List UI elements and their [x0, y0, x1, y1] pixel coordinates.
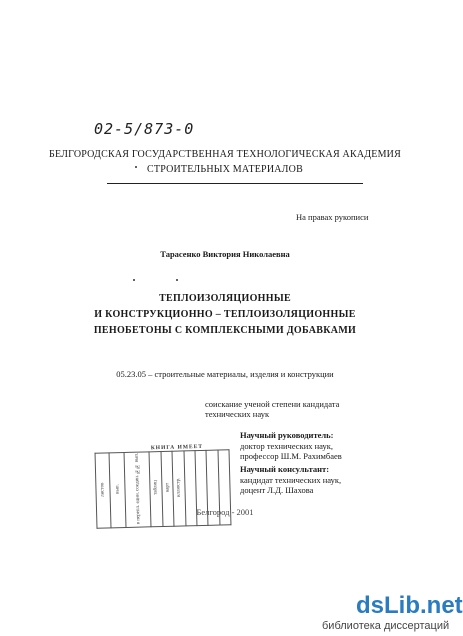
- manuscript-note: На правах рукописи: [296, 212, 369, 222]
- institution-line-1: БЕЛГОРОДСКАЯ ГОСУДАРСТВЕННАЯ ТЕХНОЛОГИЧЕСКАЯ АКАДЕМИЯ: [49, 149, 401, 160]
- stamp-col-6: иллюстр.: [176, 477, 182, 498]
- title-line-1: ТЕПЛОИЗОЛЯЦИОННЫЕ: [159, 293, 291, 304]
- header-divider: [107, 183, 363, 184]
- specialty: 05.23.05 – строительные материалы, изделия и конструкции: [116, 369, 334, 379]
- scan-speck: [135, 166, 137, 168]
- watermark-brand: dsLib.net: [356, 592, 463, 619]
- supervisor-heading: Научный руководитель:: [240, 430, 334, 440]
- city-year: Белгород - 2001: [196, 507, 254, 517]
- watermark: [356, 592, 463, 620]
- stamp-title: КНИГА ИМЕЕТ: [150, 443, 204, 452]
- consultant-heading: Научный консультант:: [240, 464, 330, 474]
- scan-speck: [176, 279, 178, 281]
- watermark-subtitle: библиотека диссертаций: [322, 620, 450, 632]
- consultant-line-1: кандидат технических наук,: [240, 475, 342, 485]
- consultant-line-2: доцент Л.Д. Шахова: [240, 485, 314, 495]
- stamp-col-2: вып.: [114, 484, 121, 494]
- institution-line-2: СТРОИТЕЛЬНЫХ МАТЕРИАЛОВ: [147, 164, 303, 175]
- title-line-3: ПЕНОБЕТОНЫ С КОМПЛЕКСНЫМИ ДОБАВКАМИ: [93, 325, 357, 336]
- stamp-col-1: листов: [100, 482, 106, 497]
- stamp-col-5: карт: [164, 483, 171, 493]
- author-name: Тарасенко Виктория Николаевна: [160, 249, 290, 259]
- watermark-logo: [356, 592, 463, 619]
- supervisor-line-2: профессор Ш.М. Рахимбаев: [240, 451, 342, 461]
- stamp-col-4: таблиц: [153, 480, 159, 496]
- degree-line-1: соискание ученой степени кандидата: [205, 399, 340, 409]
- title-line-2: И КОНСТРУКЦИОННО – ТЕПЛОИЗОЛЯЦИОННЫЕ: [94, 309, 356, 320]
- stamp-col-3: в перепл. един. соедин. №№ вып.: [134, 452, 141, 525]
- degree-line-2: технических наук: [205, 409, 270, 419]
- handwritten-number: 02-5/873-0: [94, 120, 195, 138]
- supervisor-line-1: доктор технических наук,: [240, 441, 334, 451]
- scan-speck: [133, 279, 135, 281]
